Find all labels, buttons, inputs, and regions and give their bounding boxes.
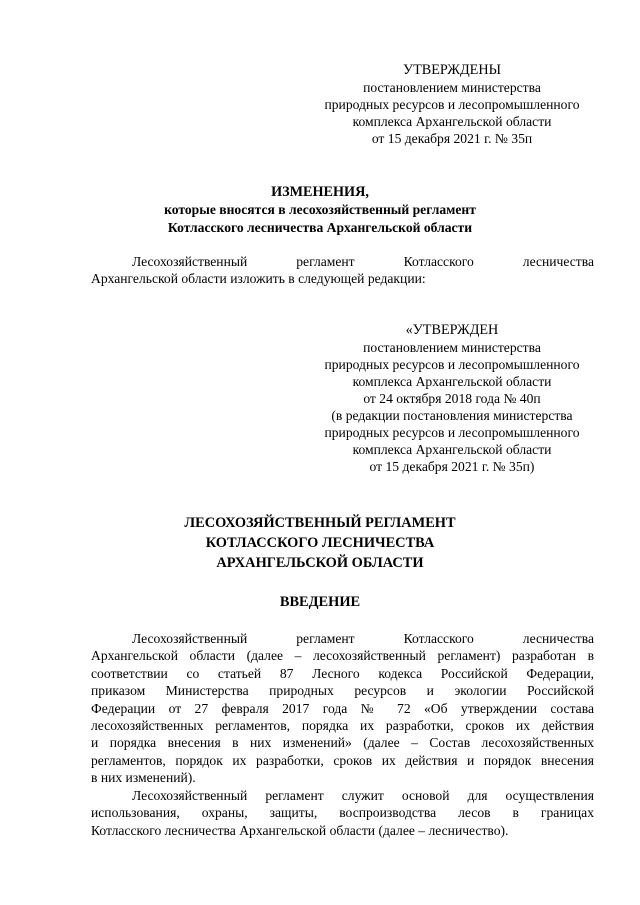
changes-heading-line: ИЗМЕНЕНИЯ, bbox=[271, 184, 369, 200]
intro-paragraph-1 bbox=[91, 630, 594, 787]
approval-line: от 15 декабря 2021 г. № 35п) bbox=[369, 459, 535, 474]
approval-line: от 24 октября 2018 года № 40п bbox=[363, 391, 541, 406]
paragraph-line: и порядка внесения в них изменений» (далее – Состав лесохозяйственных bbox=[91, 735, 594, 751]
paragraph-line: Архангельской области изложить в следующей редакции: bbox=[91, 271, 426, 287]
intro-paragraph-2 bbox=[91, 787, 594, 839]
changes-heading bbox=[0, 184, 640, 236]
approval-line: УТВЕРЖДЕНЫ bbox=[403, 62, 501, 78]
approval-line: комплекса Архангельской области bbox=[352, 374, 552, 389]
paragraph-line: в них изменений). bbox=[91, 770, 196, 786]
paragraph-line: Лесохозяйственный регламент служит основой для осуществления bbox=[132, 788, 594, 803]
approval-stamp-2021 bbox=[292, 62, 612, 147]
approval-line: природных ресурсов и лесопромышленного bbox=[324, 425, 580, 440]
paragraph-line: регламентов, порядок их разработки, сроков их действия и порядок внесения bbox=[91, 752, 594, 768]
approval-line: (в редакции постановления министерства bbox=[331, 408, 573, 423]
changes-heading-line: Котласского лесничества Архангельской области bbox=[167, 219, 473, 235]
approval-line: от 15 декабря 2021 г. № 35п bbox=[371, 131, 533, 146]
paragraph-line: Архангельской области (далее – лесохозяйственный регламент) разработан в bbox=[91, 648, 594, 664]
paragraph-line: приказом Министерства природных ресурсов и экологии Российской bbox=[91, 683, 594, 699]
regulation-title-line: ЛЕСОХОЗЯЙСТВЕННЫЙ РЕГЛАМЕНТ bbox=[184, 515, 456, 531]
introduction-heading bbox=[0, 592, 640, 612]
approval-line: природных ресурсов и лесопромышленного bbox=[324, 357, 580, 372]
approval-line: «УТВЕРЖДЕН bbox=[405, 322, 499, 338]
regulation-title-line: АРХАНГЕЛЬСКОЙ ОБЛАСТИ bbox=[216, 555, 424, 571]
approval-line: природных ресурсов и лесопромышленного bbox=[324, 97, 580, 112]
paragraph-line: Федерации от 27 февраля 2017 года № 72 «Об утверждении состава bbox=[91, 700, 594, 716]
edit-paragraph bbox=[91, 253, 594, 288]
paragraph-line: лесохозяйственных регламентов, порядка их разработки, сроков их действия bbox=[91, 718, 594, 734]
regulation-title bbox=[0, 513, 640, 573]
paragraph-line: использования, охраны, защиты, воспроизводства лесов в границах bbox=[91, 805, 594, 821]
introduction-heading-text: ВВЕДЕНИЕ bbox=[279, 594, 361, 610]
paragraph-line: Лесохозяйственный регламент Котласского лесничества bbox=[132, 254, 594, 269]
approval-line: постановлением министерства bbox=[363, 80, 541, 95]
paragraph-line: Котласского лесничества Архангельской области (далее – лесничество). bbox=[91, 822, 509, 838]
regulation-title-line: КОТЛАССКОГО ЛЕСНИЧЕСТВА bbox=[205, 535, 435, 551]
approval-line: комплекса Архангельской области bbox=[352, 114, 552, 129]
approval-stamp-2018 bbox=[292, 322, 612, 475]
paragraph-line: соответствии со статьей 87 Лесного кодекса Российской Федерации, bbox=[91, 665, 594, 681]
paragraph-line: Лесохозяйственный регламент Котласского лесничества bbox=[132, 631, 594, 646]
approval-line: постановлением министерства bbox=[363, 340, 541, 355]
approval-line: комплекса Архангельской области bbox=[352, 442, 552, 457]
changes-heading-line: которые вносятся в лесохозяйственный регламент bbox=[164, 202, 476, 217]
